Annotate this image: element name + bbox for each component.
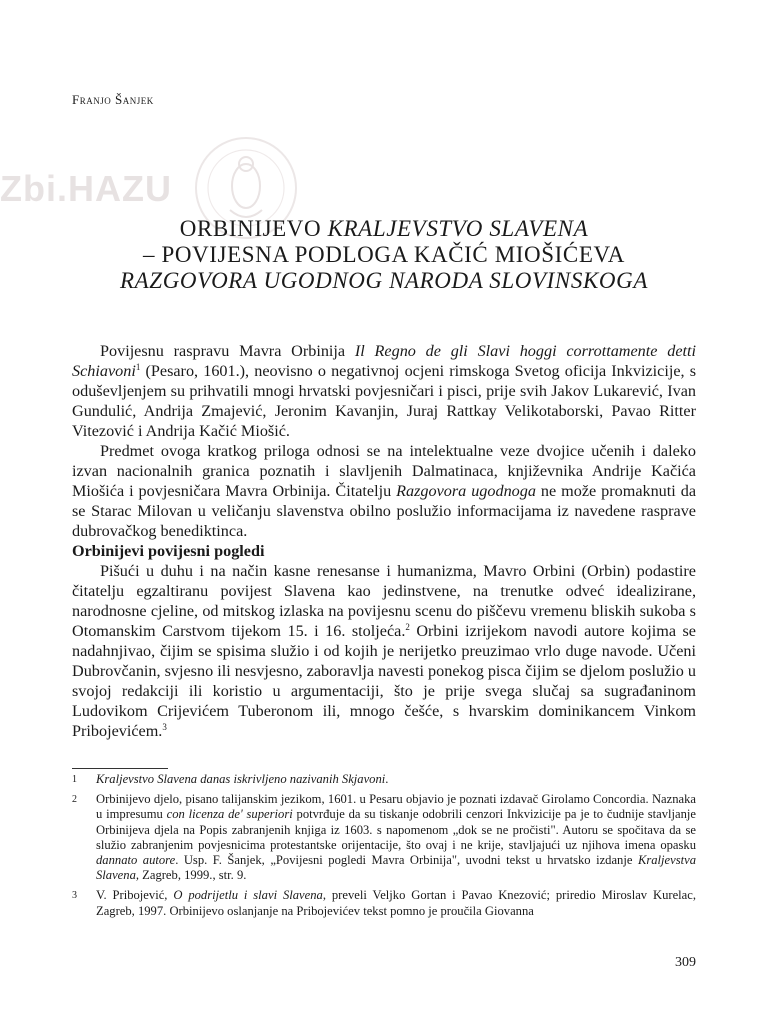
footnote-ref-1: 1 [135,362,141,372]
paragraph-3: Pišući u duhu i na način kasne renesanse i humanizma, Mavro Orbini (Orbin) podastire čitatelju egzaltiranu povijest Slavena kao jedinstvene, na trenutke odveć idealizirane, narodnosne cjeline, od mitskog izlaska na povijesnu scenu do piščevu vremenu bliskih sukoba s Otomanskim Carstvom tijekom 15. i 16. stoljeća.$^2$ Orbini izrijekom navodi autore kojima se nadahnjivao, čijim se spisima služio i od kojih je nerijetko preuzimao vrlo duge navode. Učeni Dubrovčanin, svjesno ili nesvjesno, zaboravlja navesti ponekog pisca čijim se djelom poslužio u svojoj redakciji ili koristio u argumentaciji, što je prije svega slučaj sa sugrađaninom Ludovikom Crijevićem Tuberonom ili, mnogo češće, s hvarskim dominikancem Vinkom Pribojevićem.$^3$ [72,562,696,740]
title-line-3: RAZGOVORA UGODNOG NARODA SLOVINSKOGA [120,268,648,293]
running-header-author: Franjo Šanjek [72,92,154,107]
footnote-separator [72,768,168,769]
footnote-text: V. Pribojević, O podrijetlu i slavi Slavena, preveli Veljko Gortan i Pavao Knezović; priredio Miroslav Kurelac, Zagreb, 1997. Orbinijevo oslanjanje na Pribojevićev tekst pomno je proučila Giovanna [96,888,696,918]
footnote-ref-3: 3 [162,722,167,732]
footnotes [72,772,696,924]
paragraph-2: Predmet ovoga kratkog priloga odnosi se na intelektualne veze dvojice učenih i daleko izvan nacionalnih granica poznatih i slavljenih Dalmatinaca, književnika Andrije Kačića Miošića i povjesničara Mavra Orbinija. Čitatelju Razgovora ugodnoga ne može promaknuti da se Starac Milovan u veličanju slavenstva obilno poslužio informacijama iz navedene rasprave dubrovačkog benediktinca. [72,442,697,540]
footnote-text: Orbinijevo djelo, pisano talijanskim jezikom, 1601. u Pesaru objavio je poznati izdavač Girolamo Concordia. Naznaka u impresumu con licenza de' superiori potvrđuje da su tiskanje odobrili cenzori Inkvizicije pa je to čudnije stavljanje Orbinijeva djela na Popis zabranjenih knjiga iz 1603. s napomenom „dok se ne pročisti". Autoru se spočitava da se služio zabranjenim povjesnicima protestantske orijentacije, što ovaj i ne krije, stavljajući uz njihova imena opasku dannato autore. Usp. F. Šanjek, „Povijesni pogledi Mavra Orbinija", uvodni tekst u hrvatsko izdanje Kraljevstva Slavena, Zagreb, 1999., str. 9. [96,792,697,883]
footnote-3 [72,888,696,918]
footnote-ref-2: 2 [405,622,410,632]
footnote-text: Kraljevstvo Slavena danas iskrivljeno nazivanih Skjavoni. [96,772,389,786]
paragraph-1: Povijesnu raspravu Mavra Orbinija Il Regno de gli Slavi hoggi corrottamente detti Schiavoni$^1$ (Pesaro, 1601.), neovisno o negativnoj ocjeni rimskoga Svetog oficija Inkvizicije, s oduševljenjem su prihvatili mnogi hrvatski povjesničari i pisci, prije svih Jakov Lukarević, Ivan Gundulić, Andrija Zmajević, Jeronim Kavanjin, Juraj Rattkay Velikotaborski, Pavao Ritter Vitezović i Andrija Kačić Miošić. [72,342,697,440]
article-title [72,216,696,294]
watermark-text: Zbi.HAZU [0,168,172,209]
footnote-number: 1 [72,774,77,785]
footnote-number: 3 [72,890,77,902]
footnote-2 [72,792,696,883]
article-body [72,341,696,741]
title-line-1: ORBINIJEVO KRALJEVSTVO SLAVENA [179,216,589,241]
section-heading: Orbinijevi povijesni pogledi [72,542,265,560]
title-line-2: – POVIJESNA PODLOGA KAČIĆ MIOŠIĆEVA [143,242,625,267]
footnote-number: 2 [72,794,77,806]
page-number: 309 [675,955,696,970]
footnote-1 [72,772,696,787]
